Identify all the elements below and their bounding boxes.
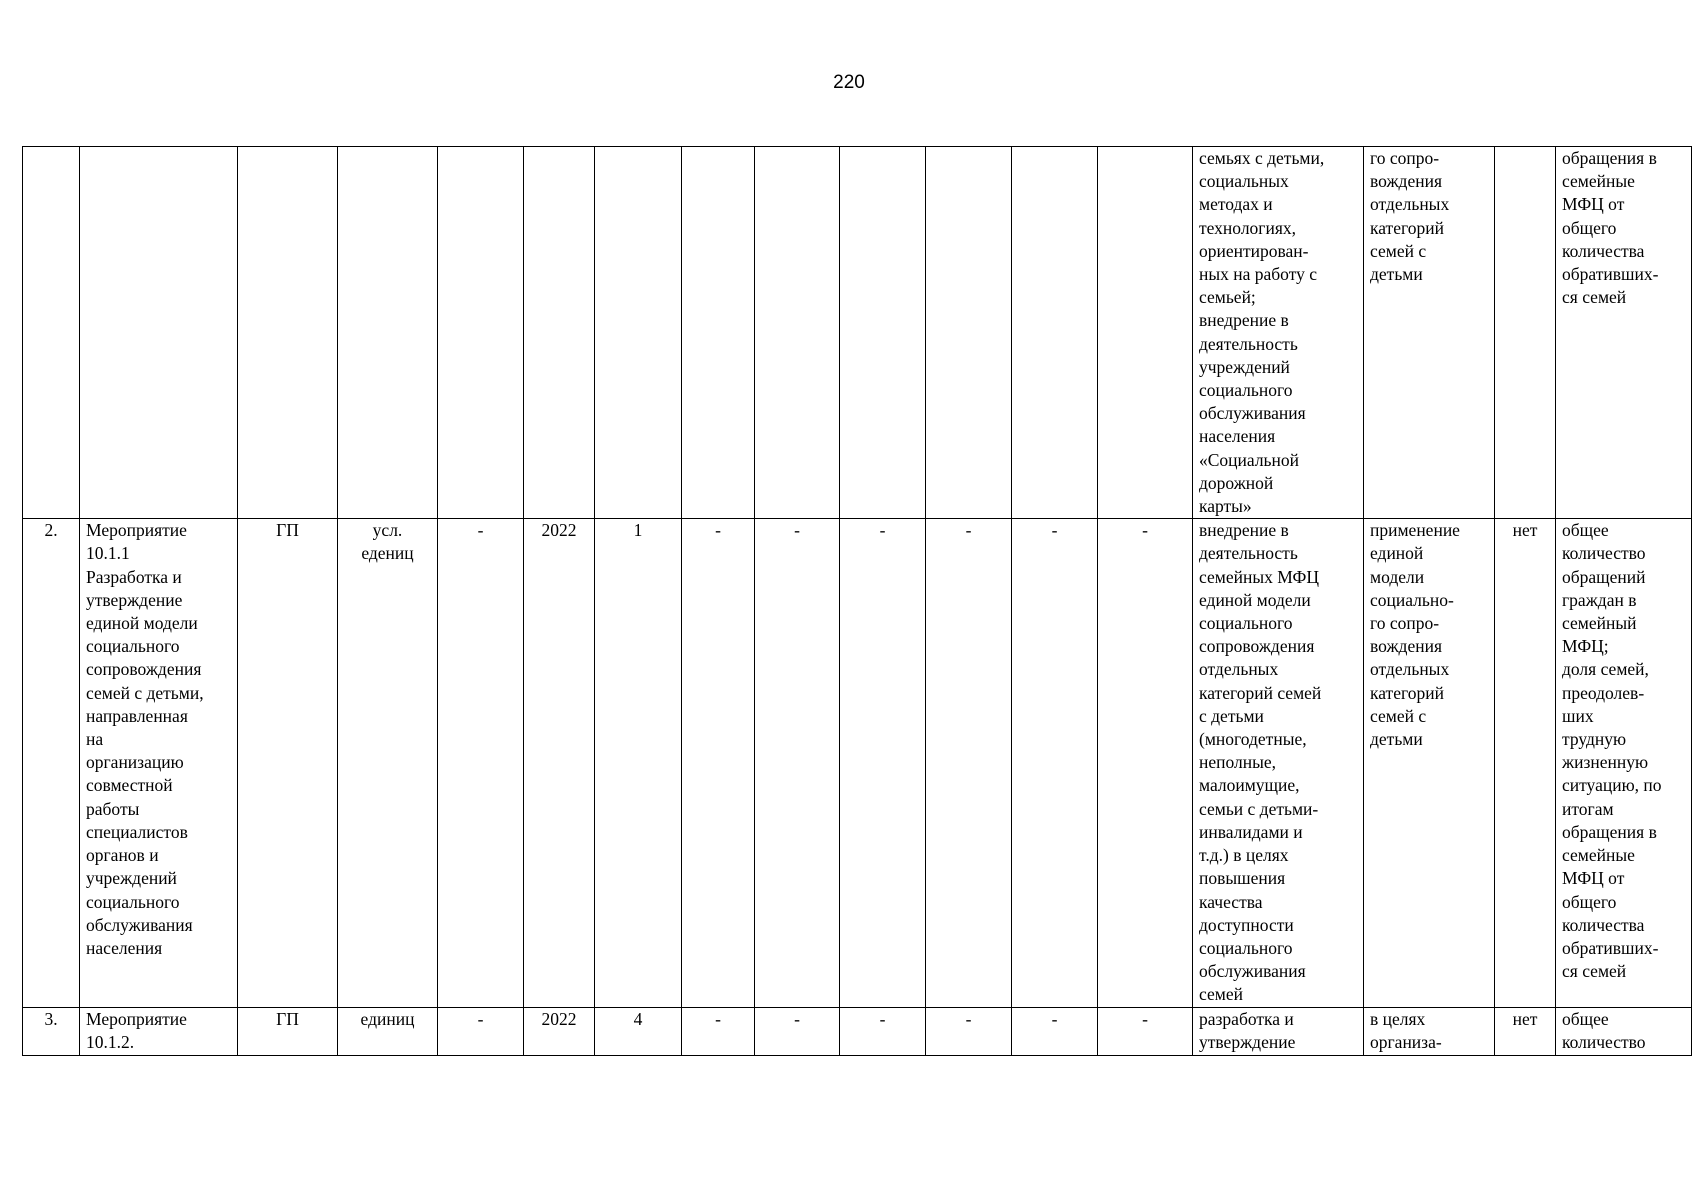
table-row: [23, 147, 1692, 519]
value-cell: 4: [595, 1008, 682, 1055]
measures-table: [22, 146, 1692, 1056]
year: [524, 147, 595, 519]
event-name: Мероприятие 10.1.1 Разработка и утверждение единой модели социального сопровождения семей с детьми, направленная на организацию совместной работы специалистов органов и учреждений социального обслуживания населения: [80, 519, 238, 1008]
executor: ГП: [238, 1008, 338, 1055]
value-cell: -: [682, 519, 755, 1008]
row-number: 2.: [23, 519, 80, 1008]
value-cell: [682, 147, 755, 519]
year: 2022: [524, 1008, 595, 1055]
base-value: [438, 147, 524, 519]
value-cell: -: [1098, 519, 1193, 1008]
value-cell: -: [682, 1008, 755, 1055]
table-row: [23, 1008, 1692, 1055]
value-cell: [840, 147, 926, 519]
value-cell: [1012, 147, 1098, 519]
value-cell: -: [1012, 1008, 1098, 1055]
table-row: [23, 519, 1692, 1008]
value-cell: [595, 147, 682, 519]
row-number: 3.: [23, 1008, 80, 1055]
value-cell: [755, 147, 840, 519]
flag-cell: [1495, 147, 1556, 519]
value-cell: -: [840, 1008, 926, 1055]
value-cell: [1098, 147, 1193, 519]
event-name: Мероприятие 10.1.2.: [80, 1008, 238, 1055]
description-cell: семьях с детьми, социальных методах и технологиях, ориентирован- ных на работу с семьей; внедрение в деятельность учреждений социального обслуживания населения «Социальной дорожной карты»: [1193, 147, 1364, 519]
event-name: [80, 147, 238, 519]
value-cell: -: [1012, 519, 1098, 1008]
unit: единиц: [338, 1008, 438, 1055]
value-cell: -: [926, 519, 1012, 1008]
row-number: [23, 147, 80, 519]
value-cell: -: [755, 519, 840, 1008]
goal-cell: го сопро- вождения отдельных категорий семей с детьми: [1364, 147, 1495, 519]
value-cell: -: [840, 519, 926, 1008]
unit: [338, 147, 438, 519]
flag-cell: нет: [1495, 1008, 1556, 1055]
indicator-cell: общее количество: [1556, 1008, 1692, 1055]
base-value: -: [438, 519, 524, 1008]
value-cell: -: [755, 1008, 840, 1055]
value-cell: -: [1098, 1008, 1193, 1055]
value-cell: [926, 147, 1012, 519]
flag-cell: нет: [1495, 519, 1556, 1008]
base-value: -: [438, 1008, 524, 1055]
page-number: 220: [833, 72, 865, 93]
goal-cell: в целях организа-: [1364, 1008, 1495, 1055]
value-cell: 1: [595, 519, 682, 1008]
goal-cell: применение единой модели социально- го сопро- вождения отдельных категорий семей с детьми: [1364, 519, 1495, 1008]
executor: ГП: [238, 519, 338, 1008]
description-cell: внедрение в деятельность семейных МФЦ единой модели социального сопровождения отдельных категорий семей с детьми (многодетные, неполные, малоимущие, семьи с детьми- инвалидами и т.д.) в целях повышения качества доступности социального обслуживания семей: [1193, 519, 1364, 1008]
executor: [238, 147, 338, 519]
description-cell: разработка и утверждение: [1193, 1008, 1364, 1055]
indicator-cell: общее количество обращений граждан в семейный МФЦ; доля семей, преодолев- ших трудную жизненную ситуацию, по итогам обращения в семейные МФЦ от общего количества обративших- ся семей: [1556, 519, 1692, 1008]
indicator-cell: обращения в семейные МФЦ от общего количества обративших- ся семей: [1556, 147, 1692, 519]
value-cell: -: [926, 1008, 1012, 1055]
year: 2022: [524, 519, 595, 1008]
unit: усл. едениц: [338, 519, 438, 1008]
